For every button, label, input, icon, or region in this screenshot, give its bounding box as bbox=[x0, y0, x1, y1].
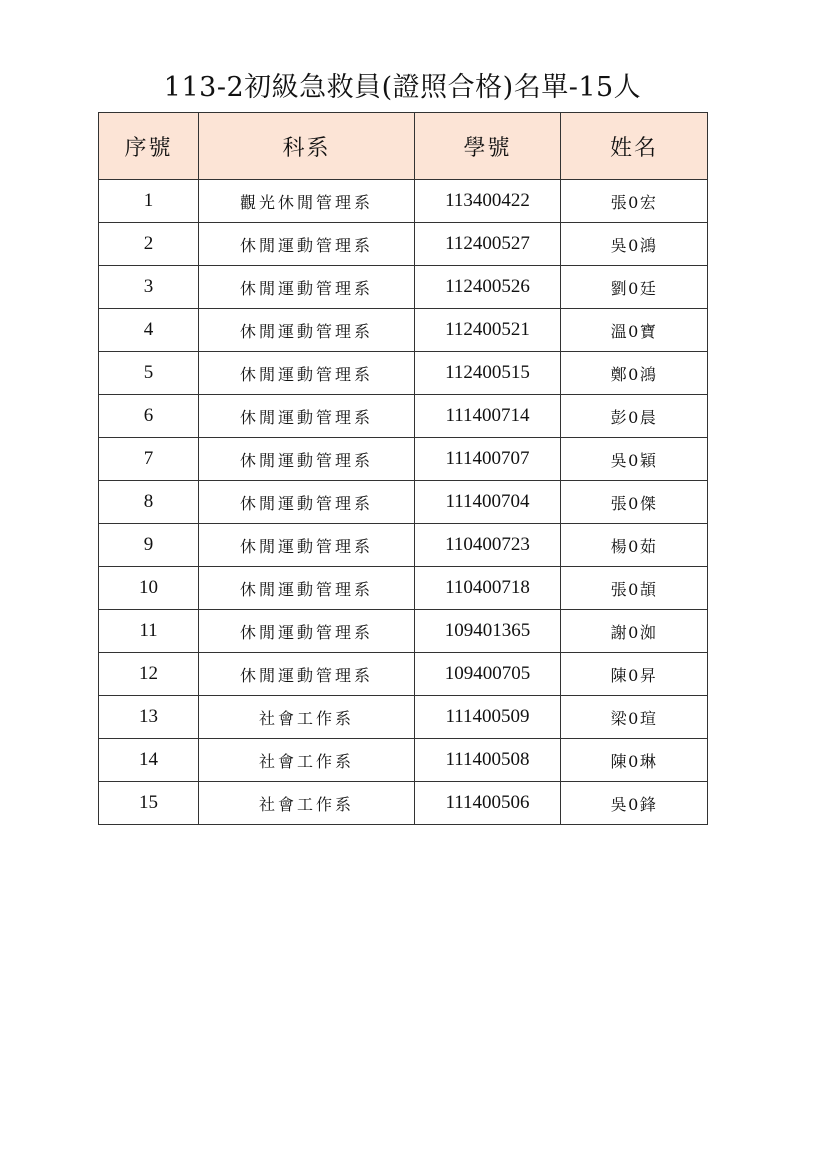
table-row bbox=[99, 223, 708, 266]
cell-name: 吳0穎 bbox=[561, 438, 708, 481]
cell-student-id: 111400707 bbox=[415, 438, 561, 481]
cell-student-id: 113400422 bbox=[415, 180, 561, 223]
cell-serial-no: 6 bbox=[99, 395, 199, 438]
cell-name: 鄭0鴻 bbox=[561, 352, 708, 395]
cell-name: 吳0鋒 bbox=[561, 782, 708, 825]
table-row bbox=[99, 438, 708, 481]
table-header bbox=[99, 113, 708, 180]
header-cell-department: 科系 bbox=[199, 113, 415, 180]
cell-serial-no: 9 bbox=[99, 524, 199, 567]
cell-name: 劉0廷 bbox=[561, 266, 708, 309]
table-row bbox=[99, 481, 708, 524]
cell-serial-no: 8 bbox=[99, 481, 199, 524]
cell-department: 休閒運動管理系 bbox=[199, 481, 415, 524]
table-row bbox=[99, 352, 708, 395]
cell-department: 休閒運動管理系 bbox=[199, 567, 415, 610]
cell-serial-no: 14 bbox=[99, 739, 199, 782]
cell-department: 休閒運動管理系 bbox=[199, 309, 415, 352]
cell-department: 休閒運動管理系 bbox=[199, 352, 415, 395]
table-row bbox=[99, 567, 708, 610]
table-row bbox=[99, 309, 708, 352]
page-title: 113-2初級急救員(證照合格)名單-15人 bbox=[163, 72, 642, 103]
table-row bbox=[99, 395, 708, 438]
cell-name: 張0頡 bbox=[561, 567, 708, 610]
cell-department: 休閒運動管理系 bbox=[199, 266, 415, 309]
table-row bbox=[99, 653, 708, 696]
cell-student-id: 112400527 bbox=[415, 223, 561, 266]
cell-department: 休閒運動管理系 bbox=[199, 395, 415, 438]
cell-name: 梁0瑄 bbox=[561, 696, 708, 739]
cell-serial-no: 5 bbox=[99, 352, 199, 395]
header-cell-name: 姓名 bbox=[561, 113, 708, 180]
cell-serial-no: 12 bbox=[99, 653, 199, 696]
cell-name: 陳0昇 bbox=[561, 653, 708, 696]
cell-department: 觀光休閒管理系 bbox=[199, 180, 415, 223]
table-row bbox=[99, 610, 708, 653]
cell-department: 休閒運動管理系 bbox=[199, 653, 415, 696]
header-cell-serial-no: 序號 bbox=[99, 113, 199, 180]
cell-student-id: 111400508 bbox=[415, 739, 561, 782]
cell-student-id: 111400506 bbox=[415, 782, 561, 825]
cell-serial-no: 11 bbox=[99, 610, 199, 653]
cell-department: 社會工作系 bbox=[199, 782, 415, 825]
table-row bbox=[99, 739, 708, 782]
cell-student-id: 112400515 bbox=[415, 352, 561, 395]
cell-department: 休閒運動管理系 bbox=[199, 438, 415, 481]
cell-serial-no: 7 bbox=[99, 438, 199, 481]
cell-serial-no: 4 bbox=[99, 309, 199, 352]
cell-department: 社會工作系 bbox=[199, 739, 415, 782]
cell-student-id: 109401365 bbox=[415, 610, 561, 653]
cell-name: 吳0鴻 bbox=[561, 223, 708, 266]
cell-name: 張0宏 bbox=[561, 180, 708, 223]
cell-department: 休閒運動管理系 bbox=[199, 223, 415, 266]
cell-name: 楊0茹 bbox=[561, 524, 708, 567]
cell-student-id: 111400704 bbox=[415, 481, 561, 524]
cell-serial-no: 3 bbox=[99, 266, 199, 309]
cell-name: 謝0洳 bbox=[561, 610, 708, 653]
cell-student-id: 110400723 bbox=[415, 524, 561, 567]
header-cell-student-id: 學號 bbox=[415, 113, 561, 180]
cell-student-id: 110400718 bbox=[415, 567, 561, 610]
roster-table bbox=[98, 112, 708, 825]
cell-name: 彭0晨 bbox=[561, 395, 708, 438]
cell-serial-no: 2 bbox=[99, 223, 199, 266]
table-row bbox=[99, 266, 708, 309]
table-row bbox=[99, 782, 708, 825]
cell-name: 溫0寶 bbox=[561, 309, 708, 352]
cell-department: 休閒運動管理系 bbox=[199, 610, 415, 653]
cell-name: 陳0琳 bbox=[561, 739, 708, 782]
header-row bbox=[99, 113, 708, 180]
cell-student-id: 111400509 bbox=[415, 696, 561, 739]
cell-student-id: 109400705 bbox=[415, 653, 561, 696]
table-body bbox=[99, 180, 708, 825]
cell-student-id: 112400526 bbox=[415, 266, 561, 309]
cell-serial-no: 1 bbox=[99, 180, 199, 223]
cell-student-id: 111400714 bbox=[415, 395, 561, 438]
cell-department: 社會工作系 bbox=[199, 696, 415, 739]
cell-serial-no: 10 bbox=[99, 567, 199, 610]
table-row bbox=[99, 524, 708, 567]
cell-department: 休閒運動管理系 bbox=[199, 524, 415, 567]
cell-name: 張0傑 bbox=[561, 481, 708, 524]
cell-serial-no: 13 bbox=[99, 696, 199, 739]
cell-student-id: 112400521 bbox=[415, 309, 561, 352]
table-row bbox=[99, 696, 708, 739]
cell-serial-no: 15 bbox=[99, 782, 199, 825]
table-row bbox=[99, 180, 708, 223]
